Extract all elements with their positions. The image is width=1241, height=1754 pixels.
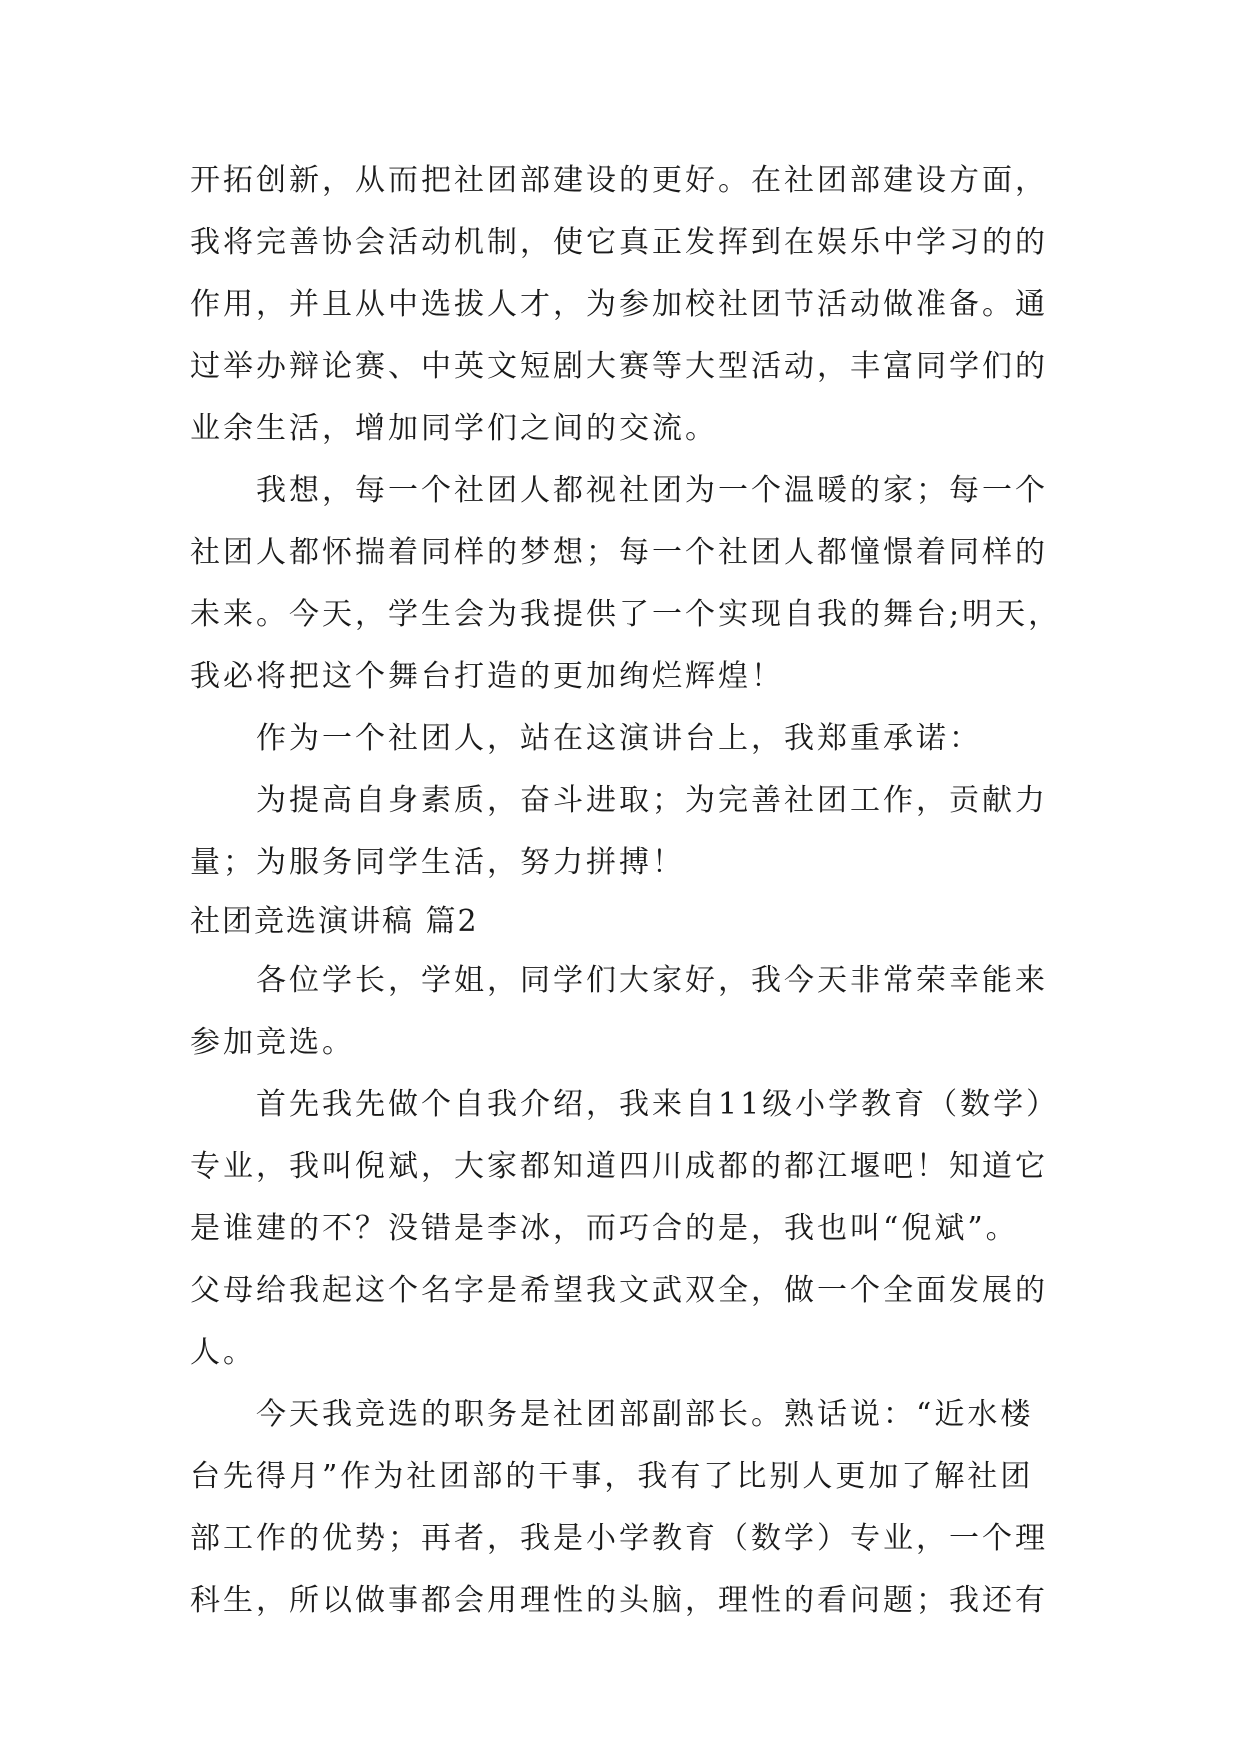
text-line: 父母给我起这个名字是希望我文武双全，做一个全面发展的 (190, 1273, 1048, 1308)
paragraph-first-line: 作为一个社团人，站在这演讲台上，我郑重承诺： (256, 721, 982, 756)
text-line: 业余生活，增加同学们之间的交流。 (190, 411, 718, 446)
text-line: 作用，并且从中选拔人才，为参加校社团节活动做准备。通 (190, 287, 1048, 322)
text-line: 量；为服务同学生活，努力拼搏！ (190, 845, 685, 880)
text-line: 部工作的优势；再者，我是小学教育（数学）专业，一个理 (190, 1521, 1048, 1556)
text-line: 我必将把这个舞台打造的更加绚烂辉煌！ (190, 659, 784, 694)
text-line: 开拓创新，从而把社团部建设的更好。在社团部建设方面， (190, 163, 1048, 198)
document-body (190, 150, 1062, 1632)
paragraph-first-line: 首先我先做个自我介绍，我来自11级小学教育（数学） (256, 1087, 1060, 1122)
paragraph-first-line: 为提高自身素质，奋斗进取；为完善社团工作，贡献力 (256, 783, 1048, 818)
text-line: 科生，所以做事都会用理性的头脑，理性的看问题；我还有 (190, 1583, 1048, 1618)
text-line: 过举办辩论赛、中英文短剧大赛等大型活动，丰富同学们的 (190, 349, 1048, 384)
text-line: 专业，我叫倪斌，大家都知道四川成都的都江堰吧！知道它 (190, 1149, 1048, 1184)
paragraph-first-line: 我想，每一个社团人都视社团为一个温暖的家；每一个 (256, 473, 1048, 508)
paragraph-first-line: 今天我竞选的职务是社团部副部长。熟话说：“近水楼 (256, 1397, 1034, 1432)
text-line: 社团人都怀揣着同样的梦想；每一个社团人都憧憬着同样的 (190, 535, 1048, 570)
section-heading: 社团竞选演讲稿 篇2 (190, 904, 479, 939)
text-line: 人。 (190, 1335, 256, 1370)
text-line: 未来。今天，学生会为我提供了一个实现自我的舞台;明天， (190, 597, 1062, 632)
text-line: 我将完善协会活动机制，使它真正发挥到在娱乐中学习的的 (190, 225, 1048, 260)
paragraph-first-line: 各位学长，学姐，同学们大家好，我今天非常荣幸能来 (256, 963, 1048, 998)
text-line: 参加竞选。 (190, 1025, 355, 1060)
text-line: 是谁建的不？没错是李冰，而巧合的是，我也叫“倪斌”。 (190, 1211, 1019, 1246)
text-line: 台先得月”作为社团部的干事，我有了比别人更加了解社团 (190, 1459, 1034, 1494)
